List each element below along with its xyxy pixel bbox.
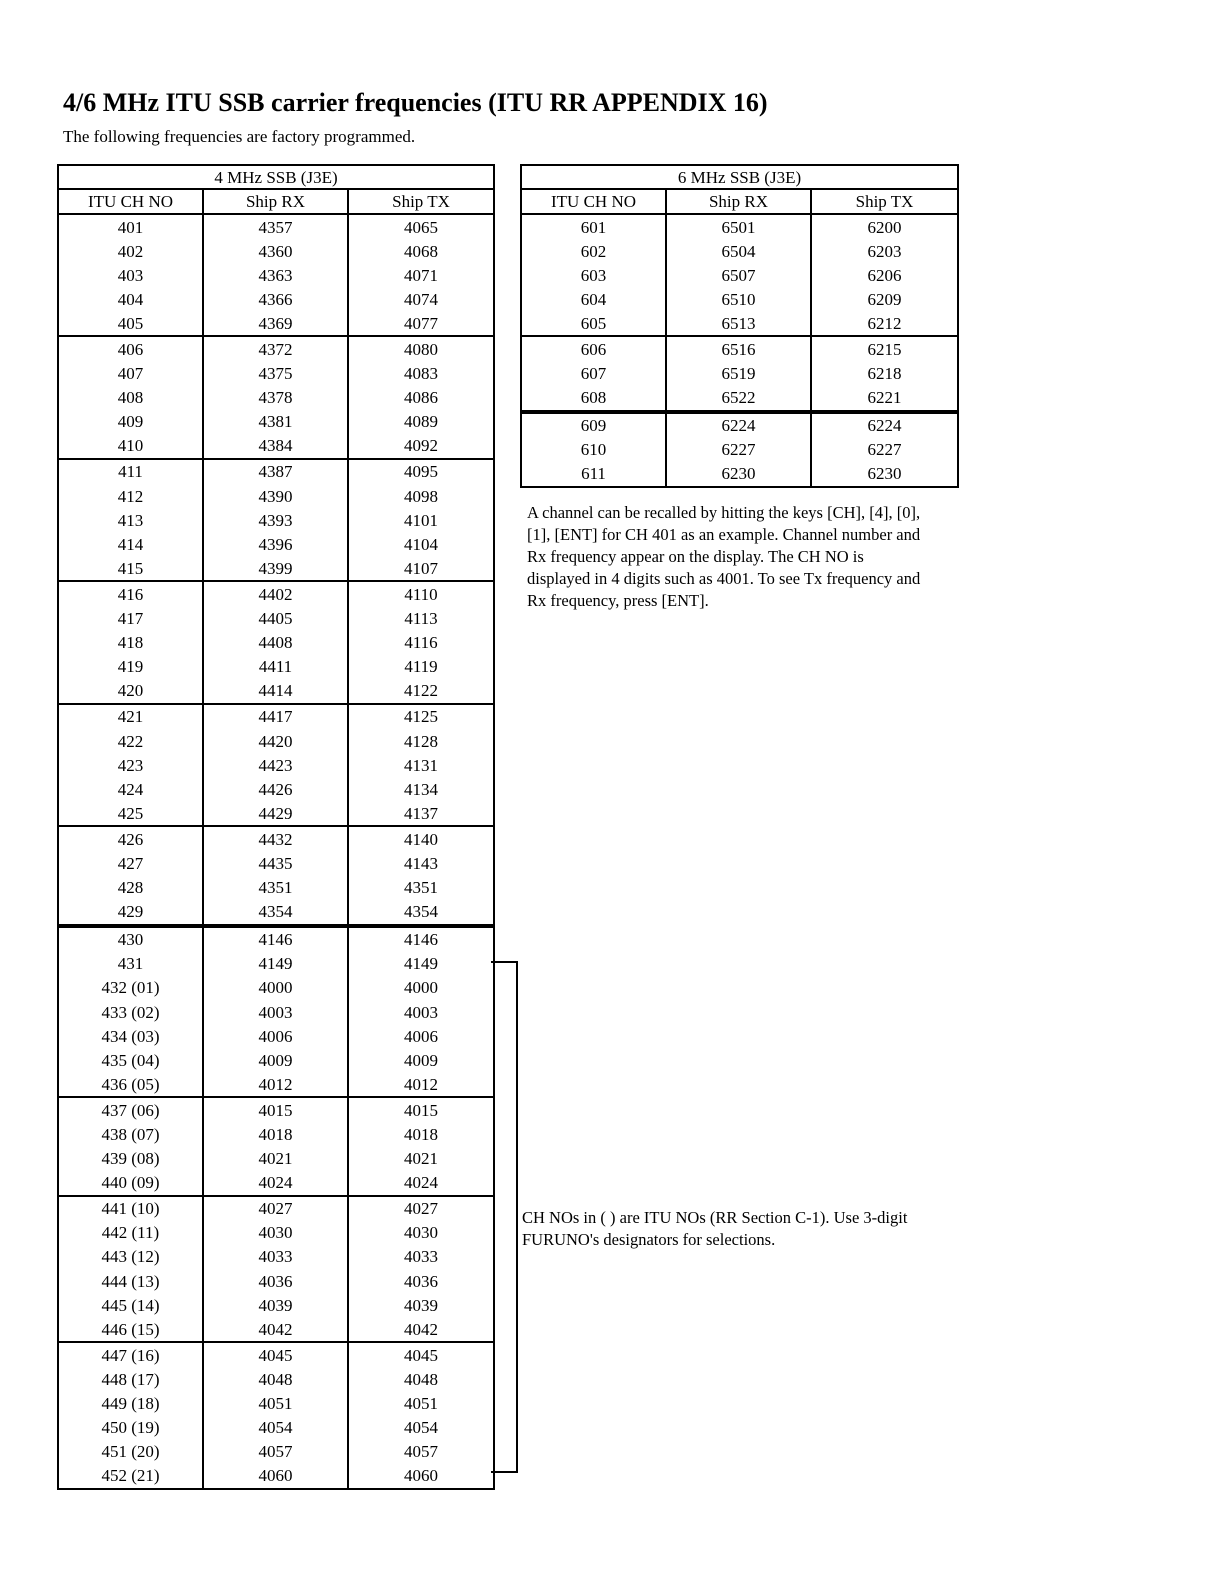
cell-ship-rx: 4009 xyxy=(203,1048,348,1072)
cell-ship-tx: 4065 xyxy=(348,214,494,239)
cell-ship-rx: 6224 xyxy=(666,412,811,438)
table-row xyxy=(58,1048,494,1072)
cell-ship-rx: 4390 xyxy=(203,484,348,508)
table-row xyxy=(58,926,494,952)
table-row xyxy=(58,851,494,875)
cell-ship-tx: 4045 xyxy=(348,1342,494,1367)
table-row xyxy=(58,679,494,704)
cell-itu-ch-no: 431 xyxy=(58,952,203,976)
table-row xyxy=(58,1269,494,1293)
table-row xyxy=(58,1440,494,1464)
cell-ship-rx: 4036 xyxy=(203,1269,348,1293)
cell-ship-tx: 4146 xyxy=(348,926,494,952)
table-row xyxy=(58,532,494,556)
cell-ship-rx: 4399 xyxy=(203,556,348,581)
cell-itu-ch-no: 607 xyxy=(521,362,666,386)
table-row xyxy=(521,462,958,487)
cell-ship-tx: 4080 xyxy=(348,336,494,361)
table-4mhz-ssb xyxy=(57,164,495,1490)
cell-ship-tx: 4351 xyxy=(348,876,494,900)
cell-itu-ch-no: 410 xyxy=(58,434,203,459)
cell-ship-rx: 4363 xyxy=(203,263,348,287)
table-row xyxy=(58,801,494,826)
table-row xyxy=(58,1342,494,1367)
cell-itu-ch-no: 411 xyxy=(58,459,203,484)
col-header-ship-tx: Ship TX xyxy=(811,189,958,214)
table-row xyxy=(58,362,494,386)
table-row xyxy=(58,900,494,926)
cell-ship-tx: 4134 xyxy=(348,777,494,801)
cell-ship-rx: 4054 xyxy=(203,1416,348,1440)
cell-ship-tx: 4030 xyxy=(348,1221,494,1245)
cell-ship-tx: 4003 xyxy=(348,1000,494,1024)
cell-ship-rx: 4435 xyxy=(203,851,348,875)
cell-itu-ch-no: 448 (17) xyxy=(58,1367,203,1391)
cell-ship-rx: 4003 xyxy=(203,1000,348,1024)
cell-itu-ch-no: 443 (12) xyxy=(58,1245,203,1269)
table-row xyxy=(521,263,958,287)
cell-itu-ch-no: 433 (02) xyxy=(58,1000,203,1024)
cell-itu-ch-no: 452 (21) xyxy=(58,1464,203,1489)
cell-ship-tx: 4354 xyxy=(348,900,494,926)
cell-itu-ch-no: 434 (03) xyxy=(58,1024,203,1048)
table-row xyxy=(58,1317,494,1342)
cell-ship-rx: 4411 xyxy=(203,655,348,679)
col-header-ship-tx: Ship TX xyxy=(348,189,494,214)
table-row xyxy=(58,1000,494,1024)
recall-instruction-note: A channel can be recalled by hitting the keys [CH], [4], [0], [1], [ENT] for CH 401 as an example. Channel number and Rx frequency appear on the display. The CH NO is displayed in 4 digits such as 4001. To see Tx frequency and Rx frequency, press [ENT]. xyxy=(527,503,921,610)
table-row xyxy=(58,459,494,484)
cell-ship-rx: 4012 xyxy=(203,1072,348,1097)
table-row xyxy=(58,777,494,801)
cell-itu-ch-no: 403 xyxy=(58,263,203,287)
cell-ship-rx: 4042 xyxy=(203,1317,348,1342)
cell-itu-ch-no: 423 xyxy=(58,753,203,777)
cell-itu-ch-no: 601 xyxy=(521,214,666,239)
cell-itu-ch-no: 446 (15) xyxy=(58,1317,203,1342)
cell-ship-rx: 4387 xyxy=(203,459,348,484)
table-row xyxy=(521,412,958,438)
cell-ship-rx: 6504 xyxy=(666,239,811,263)
cell-ship-tx: 6224 xyxy=(811,412,958,438)
cell-ship-tx: 4137 xyxy=(348,801,494,826)
table-row xyxy=(58,263,494,287)
cell-ship-tx: 4033 xyxy=(348,1245,494,1269)
cell-ship-tx: 4024 xyxy=(348,1171,494,1196)
cell-ship-rx: 4420 xyxy=(203,729,348,753)
cell-ship-rx: 6516 xyxy=(666,336,811,361)
cell-ship-rx: 4360 xyxy=(203,239,348,263)
cell-itu-ch-no: 439 (08) xyxy=(58,1147,203,1171)
table-row xyxy=(58,952,494,976)
cell-ship-tx: 4104 xyxy=(348,532,494,556)
cell-ship-tx: 4051 xyxy=(348,1392,494,1416)
cell-ship-tx: 4113 xyxy=(348,607,494,631)
cell-itu-ch-no: 416 xyxy=(58,581,203,606)
cell-itu-ch-no: 408 xyxy=(58,386,203,410)
cell-ship-tx: 4068 xyxy=(348,239,494,263)
table-row xyxy=(58,976,494,1000)
cell-ship-rx: 4423 xyxy=(203,753,348,777)
cell-itu-ch-no: 402 xyxy=(58,239,203,263)
cell-ship-rx: 4396 xyxy=(203,532,348,556)
itu-numbers-note: CH NOs in ( ) are ITU NOs (RR Section C-1). Use 3-digit FURUNO's designators for selections. xyxy=(522,1208,908,1249)
table-row xyxy=(58,1367,494,1391)
page-title: 4/6 MHz ITU SSB carrier frequencies (ITU RR APPENDIX 16) xyxy=(63,88,768,117)
table-row xyxy=(58,1072,494,1097)
cell-ship-rx: 4045 xyxy=(203,1342,348,1367)
cell-ship-tx: 4057 xyxy=(348,1440,494,1464)
table-row xyxy=(58,484,494,508)
table-row xyxy=(58,1245,494,1269)
cell-ship-tx: 4122 xyxy=(348,679,494,704)
cell-itu-ch-no: 425 xyxy=(58,801,203,826)
cell-ship-rx: 4366 xyxy=(203,287,348,311)
table-row xyxy=(58,214,494,239)
cell-itu-ch-no: 430 xyxy=(58,926,203,952)
cell-ship-tx: 4107 xyxy=(348,556,494,581)
table-row xyxy=(58,655,494,679)
table-row xyxy=(58,1196,494,1221)
cell-itu-ch-no: 409 xyxy=(58,410,203,434)
cell-ship-tx: 6200 xyxy=(811,214,958,239)
cell-itu-ch-no: 404 xyxy=(58,287,203,311)
cell-ship-rx: 6227 xyxy=(666,438,811,462)
cell-ship-tx: 4000 xyxy=(348,976,494,1000)
cell-ship-rx: 4048 xyxy=(203,1367,348,1391)
itu-number-bracket xyxy=(491,961,518,1473)
cell-ship-tx: 4071 xyxy=(348,263,494,287)
table-row xyxy=(521,311,958,336)
table-row xyxy=(521,438,958,462)
cell-ship-tx: 6230 xyxy=(811,462,958,487)
cell-itu-ch-no: 450 (19) xyxy=(58,1416,203,1440)
cell-ship-rx: 4417 xyxy=(203,704,348,729)
cell-ship-rx: 4006 xyxy=(203,1024,348,1048)
col-header-ship-rx: Ship RX xyxy=(666,189,811,214)
table-row xyxy=(521,214,958,239)
cell-ship-tx: 4018 xyxy=(348,1122,494,1146)
cell-itu-ch-no: 419 xyxy=(58,655,203,679)
cell-ship-rx: 4405 xyxy=(203,607,348,631)
cell-ship-rx: 4351 xyxy=(203,876,348,900)
table-row xyxy=(58,729,494,753)
cell-ship-rx: 4357 xyxy=(203,214,348,239)
col-header-itu-ch-no: ITU CH NO xyxy=(521,189,666,214)
cell-itu-ch-no: 437 (06) xyxy=(58,1097,203,1122)
cell-itu-ch-no: 422 xyxy=(58,729,203,753)
cell-ship-rx: 4402 xyxy=(203,581,348,606)
cell-ship-rx: 4381 xyxy=(203,410,348,434)
cell-ship-rx: 4146 xyxy=(203,926,348,952)
cell-ship-tx: 4125 xyxy=(348,704,494,729)
cell-itu-ch-no: 604 xyxy=(521,287,666,311)
table-row xyxy=(58,239,494,263)
cell-ship-rx: 6522 xyxy=(666,386,811,412)
cell-itu-ch-no: 436 (05) xyxy=(58,1072,203,1097)
cell-itu-ch-no: 421 xyxy=(58,704,203,729)
cell-itu-ch-no: 424 xyxy=(58,777,203,801)
cell-ship-tx: 4098 xyxy=(348,484,494,508)
cell-ship-tx: 6227 xyxy=(811,438,958,462)
cell-ship-tx: 6218 xyxy=(811,362,958,386)
table-body-4mhz xyxy=(58,214,494,1489)
table-row xyxy=(58,1024,494,1048)
table-row xyxy=(58,287,494,311)
cell-ship-rx: 4027 xyxy=(203,1196,348,1221)
table-row xyxy=(58,556,494,581)
cell-itu-ch-no: 442 (11) xyxy=(58,1221,203,1245)
cell-ship-tx: 4039 xyxy=(348,1293,494,1317)
table-row xyxy=(58,508,494,532)
cell-ship-rx: 4039 xyxy=(203,1293,348,1317)
cell-ship-rx: 4149 xyxy=(203,952,348,976)
cell-itu-ch-no: 429 xyxy=(58,900,203,926)
cell-ship-rx: 4393 xyxy=(203,508,348,532)
cell-ship-tx: 4036 xyxy=(348,1269,494,1293)
col-header-itu-ch-no: ITU CH NO xyxy=(58,189,203,214)
cell-ship-rx: 6501 xyxy=(666,214,811,239)
cell-itu-ch-no: 602 xyxy=(521,239,666,263)
cell-ship-tx: 4060 xyxy=(348,1464,494,1489)
cell-itu-ch-no: 428 xyxy=(58,876,203,900)
cell-ship-rx: 4015 xyxy=(203,1097,348,1122)
band-label-4mhz: 4 MHz SSB (J3E) xyxy=(58,165,494,189)
table-row xyxy=(58,1416,494,1440)
cell-ship-rx: 4354 xyxy=(203,900,348,926)
cell-ship-tx: 4015 xyxy=(348,1097,494,1122)
cell-ship-tx: 4089 xyxy=(348,410,494,434)
cell-ship-rx: 4021 xyxy=(203,1147,348,1171)
table-row xyxy=(58,704,494,729)
table-row xyxy=(521,239,958,263)
table-row xyxy=(58,1147,494,1171)
cell-ship-tx: 4128 xyxy=(348,729,494,753)
cell-ship-tx: 6203 xyxy=(811,239,958,263)
cell-ship-tx: 4012 xyxy=(348,1072,494,1097)
table-row xyxy=(58,1392,494,1416)
cell-ship-rx: 6507 xyxy=(666,263,811,287)
cell-itu-ch-no: 444 (13) xyxy=(58,1269,203,1293)
cell-itu-ch-no: 451 (20) xyxy=(58,1440,203,1464)
cell-ship-tx: 4054 xyxy=(348,1416,494,1440)
cell-itu-ch-no: 413 xyxy=(58,508,203,532)
cell-ship-rx: 4372 xyxy=(203,336,348,361)
cell-itu-ch-no: 415 xyxy=(58,556,203,581)
table-row xyxy=(58,1293,494,1317)
cell-ship-tx: 4110 xyxy=(348,581,494,606)
cell-itu-ch-no: 449 (18) xyxy=(58,1392,203,1416)
cell-ship-rx: 4432 xyxy=(203,826,348,851)
cell-ship-rx: 4018 xyxy=(203,1122,348,1146)
cell-ship-rx: 6230 xyxy=(666,462,811,487)
cell-ship-tx: 6209 xyxy=(811,287,958,311)
cell-ship-tx: 4077 xyxy=(348,311,494,336)
cell-ship-tx: 4048 xyxy=(348,1367,494,1391)
cell-ship-rx: 4024 xyxy=(203,1171,348,1196)
cell-itu-ch-no: 414 xyxy=(58,532,203,556)
cell-itu-ch-no: 406 xyxy=(58,336,203,361)
cell-ship-tx: 6215 xyxy=(811,336,958,361)
cell-itu-ch-no: 606 xyxy=(521,336,666,361)
cell-ship-tx: 4119 xyxy=(348,655,494,679)
cell-ship-tx: 4143 xyxy=(348,851,494,875)
cell-ship-rx: 4033 xyxy=(203,1245,348,1269)
table-row xyxy=(58,1171,494,1196)
cell-ship-rx: 6510 xyxy=(666,287,811,311)
table-row xyxy=(58,753,494,777)
table-row xyxy=(58,434,494,459)
cell-ship-tx: 4006 xyxy=(348,1024,494,1048)
cell-ship-rx: 4414 xyxy=(203,679,348,704)
table-row xyxy=(521,362,958,386)
table-row xyxy=(58,607,494,631)
cell-ship-rx: 6513 xyxy=(666,311,811,336)
cell-itu-ch-no: 611 xyxy=(521,462,666,487)
cell-itu-ch-no: 608 xyxy=(521,386,666,412)
cell-ship-rx: 6519 xyxy=(666,362,811,386)
cell-ship-tx: 6221 xyxy=(811,386,958,412)
cell-ship-rx: 4384 xyxy=(203,434,348,459)
cell-itu-ch-no: 427 xyxy=(58,851,203,875)
cell-itu-ch-no: 603 xyxy=(521,263,666,287)
cell-itu-ch-no: 407 xyxy=(58,362,203,386)
table-row xyxy=(58,581,494,606)
cell-ship-rx: 4429 xyxy=(203,801,348,826)
table-6mhz-ssb xyxy=(520,164,959,488)
cell-ship-rx: 4057 xyxy=(203,1440,348,1464)
table-row xyxy=(58,876,494,900)
table-row xyxy=(58,1122,494,1146)
cell-itu-ch-no: 412 xyxy=(58,484,203,508)
cell-itu-ch-no: 610 xyxy=(521,438,666,462)
table-row xyxy=(58,1464,494,1489)
cell-ship-rx: 4369 xyxy=(203,311,348,336)
cell-ship-tx: 4086 xyxy=(348,386,494,410)
cell-ship-tx: 4149 xyxy=(348,952,494,976)
cell-itu-ch-no: 447 (16) xyxy=(58,1342,203,1367)
table-row xyxy=(58,1221,494,1245)
band-label-6mhz: 6 MHz SSB (J3E) xyxy=(521,165,958,189)
cell-ship-rx: 4051 xyxy=(203,1392,348,1416)
cell-ship-tx: 4131 xyxy=(348,753,494,777)
cell-ship-tx: 6212 xyxy=(811,311,958,336)
cell-itu-ch-no: 432 (01) xyxy=(58,976,203,1000)
cell-ship-tx: 4092 xyxy=(348,434,494,459)
table-row xyxy=(58,311,494,336)
cell-ship-tx: 4116 xyxy=(348,631,494,655)
cell-ship-rx: 4378 xyxy=(203,386,348,410)
cell-itu-ch-no: 438 (07) xyxy=(58,1122,203,1146)
cell-ship-rx: 4375 xyxy=(203,362,348,386)
cell-itu-ch-no: 405 xyxy=(58,311,203,336)
cell-itu-ch-no: 440 (09) xyxy=(58,1171,203,1196)
table-row xyxy=(58,826,494,851)
table-row xyxy=(521,287,958,311)
cell-ship-tx: 6206 xyxy=(811,263,958,287)
cell-itu-ch-no: 401 xyxy=(58,214,203,239)
cell-itu-ch-no: 435 (04) xyxy=(58,1048,203,1072)
table-row xyxy=(521,336,958,361)
cell-ship-tx: 4021 xyxy=(348,1147,494,1171)
table-row xyxy=(58,336,494,361)
cell-itu-ch-no: 417 xyxy=(58,607,203,631)
cell-ship-tx: 4027 xyxy=(348,1196,494,1221)
cell-itu-ch-no: 609 xyxy=(521,412,666,438)
cell-ship-tx: 4101 xyxy=(348,508,494,532)
cell-itu-ch-no: 605 xyxy=(521,311,666,336)
cell-ship-tx: 4140 xyxy=(348,826,494,851)
cell-ship-tx: 4074 xyxy=(348,287,494,311)
cell-itu-ch-no: 441 (10) xyxy=(58,1196,203,1221)
table-body-6mhz xyxy=(521,214,958,487)
cell-itu-ch-no: 418 xyxy=(58,631,203,655)
table-row xyxy=(58,1097,494,1122)
table-row xyxy=(58,410,494,434)
cell-ship-tx: 4083 xyxy=(348,362,494,386)
table-row xyxy=(58,631,494,655)
cell-ship-rx: 4060 xyxy=(203,1464,348,1489)
cell-ship-rx: 4426 xyxy=(203,777,348,801)
cell-ship-tx: 4009 xyxy=(348,1048,494,1072)
table-row xyxy=(58,386,494,410)
cell-ship-rx: 4408 xyxy=(203,631,348,655)
cell-itu-ch-no: 420 xyxy=(58,679,203,704)
col-header-ship-rx: Ship RX xyxy=(203,189,348,214)
cell-ship-tx: 4042 xyxy=(348,1317,494,1342)
cell-ship-tx: 4095 xyxy=(348,459,494,484)
cell-itu-ch-no: 445 (14) xyxy=(58,1293,203,1317)
cell-ship-rx: 4000 xyxy=(203,976,348,1000)
cell-itu-ch-no: 426 xyxy=(58,826,203,851)
cell-ship-rx: 4030 xyxy=(203,1221,348,1245)
page-subtitle: The following frequencies are factory programmed. xyxy=(63,127,416,146)
table-row xyxy=(521,386,958,412)
